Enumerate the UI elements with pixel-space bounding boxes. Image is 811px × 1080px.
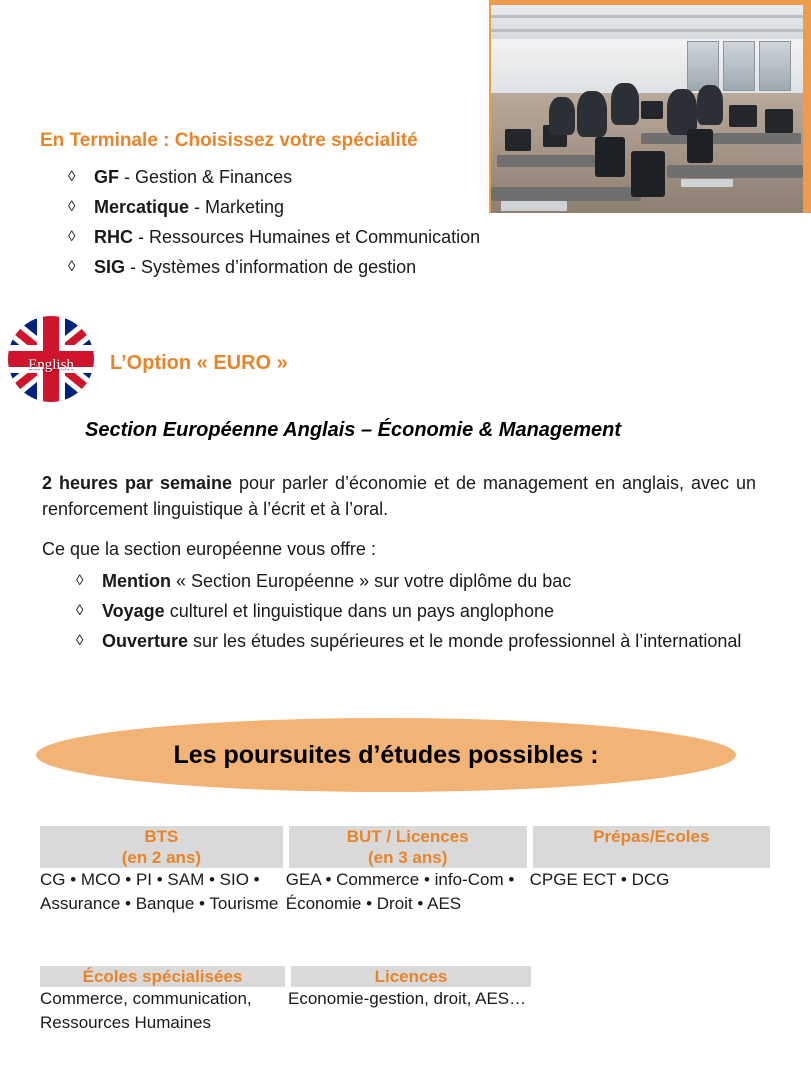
photo-window <box>687 41 719 91</box>
diamond-bullet-icon: ◊ <box>68 228 76 245</box>
poursuites-table-secondary <box>40 966 770 1035</box>
list-item <box>76 596 756 626</box>
table-header-line-2: (en 2 ans) <box>121 848 202 867</box>
poursuites-table <box>40 826 770 916</box>
euro-option-title: L’Option « EURO » <box>110 352 288 374</box>
table-header-empty <box>531 966 770 987</box>
table-header-line-2: (en 3 ans) <box>368 848 448 867</box>
table-cell-ecoles-specialisees: Commerce, communication, Ressources Humaines <box>40 989 252 1032</box>
flag-label: English <box>28 357 74 373</box>
list-item-label: GF - Gestion & Finances <box>94 167 293 187</box>
euro-offer-intro: Ce que la section européenne vous offre : <box>42 539 376 559</box>
table-header-row <box>40 966 770 987</box>
table-cell-empty <box>531 987 770 1035</box>
diamond-bullet-icon: ◊ <box>68 258 76 275</box>
photo-monitor <box>729 105 757 127</box>
table-header-line-1: BTS <box>144 827 179 846</box>
photo-monitor <box>765 109 793 133</box>
poursuites-banner-text: Les poursuites d’études possibles : <box>173 740 599 769</box>
diamond-bullet-icon: ◊ <box>76 602 84 619</box>
table-header-line-1: BUT / Licences <box>346 827 469 846</box>
photo-monitor <box>505 129 531 151</box>
euro-paragraph-strong: 2 heures par semaine <box>42 473 232 493</box>
photo-window <box>759 41 791 91</box>
photo-student <box>549 97 575 135</box>
photo-window <box>723 41 755 91</box>
list-item <box>68 252 708 282</box>
table-cell-prepas-ecoles: CPGE ECT • DCG <box>529 870 670 889</box>
table-header-line-1: Prépas/Ecoles <box>593 827 710 846</box>
photo-student <box>697 85 723 125</box>
euro-bullet-list <box>76 566 756 656</box>
table-header-prepas-ecoles <box>530 826 770 868</box>
table-cell-but-licences: GEA • Commerce • info-Com • Économie • Droit • AES <box>285 870 515 913</box>
list-item <box>76 626 756 656</box>
photo-student <box>611 83 639 125</box>
terminale-bullet-list <box>68 162 708 282</box>
table-cell-licences: Economie-gestion, droit, AES… <box>288 989 527 1008</box>
photo-chair <box>687 129 713 163</box>
table-header-bts <box>40 826 286 868</box>
euro-paragraph-rest: pour parler d’économie et de management en anglais, avec un renforcement linguistique à l’écrit et à l’oral. <box>42 473 756 519</box>
list-item-label: Ouverture sur les études supérieures et le monde professionnel à l’international <box>102 631 742 651</box>
list-item <box>76 566 756 596</box>
photo-monitor <box>641 101 663 119</box>
table-header-licences: Licences <box>288 966 531 987</box>
table-body-row <box>40 987 770 1035</box>
photo-ceiling-line <box>491 15 803 18</box>
diamond-bullet-icon: ◊ <box>68 198 76 215</box>
table-header-but-licences <box>286 826 530 868</box>
photo-ceiling <box>491 5 803 39</box>
photo-desk <box>641 133 801 144</box>
list-item <box>68 222 708 252</box>
photo-ceiling-line <box>491 29 803 32</box>
list-item <box>68 192 708 222</box>
table-header-ecoles-specialisees: Écoles spécialisées <box>40 966 288 987</box>
table-cell-bts: CG • MCO • PI • SAM • SIO • Assurance • Banque • Tourisme <box>40 870 279 913</box>
list-item-label: Mercatique - Marketing <box>94 197 285 217</box>
diamond-bullet-icon: ◊ <box>76 632 84 649</box>
list-item-label: RHC - Ressources Humaines et Communication <box>94 227 481 247</box>
photo-wall <box>491 39 803 93</box>
diamond-bullet-icon: ◊ <box>68 168 76 185</box>
list-item-label: Mention « Section Européenne » sur votre diplôme du bac <box>102 571 572 591</box>
terminale-heading: En Terminale : Choisissez votre spécialité <box>40 130 418 151</box>
list-item-label: Voyage culturel et linguistique dans un pays anglophone <box>102 601 554 621</box>
diamond-bullet-icon: ◊ <box>76 572 84 589</box>
photo-student <box>577 91 607 137</box>
table-body-row <box>40 868 770 916</box>
table-header-row <box>40 826 770 868</box>
euro-paragraph <box>42 470 756 522</box>
top-band-white-left <box>0 0 489 118</box>
list-item <box>68 162 708 192</box>
list-item-label: SIG - Systèmes d’information de gestion <box>94 257 417 277</box>
table-header-line-2 <box>533 847 770 868</box>
euro-section-subtitle: Section Européenne Anglais – Économie & Management <box>85 419 622 441</box>
